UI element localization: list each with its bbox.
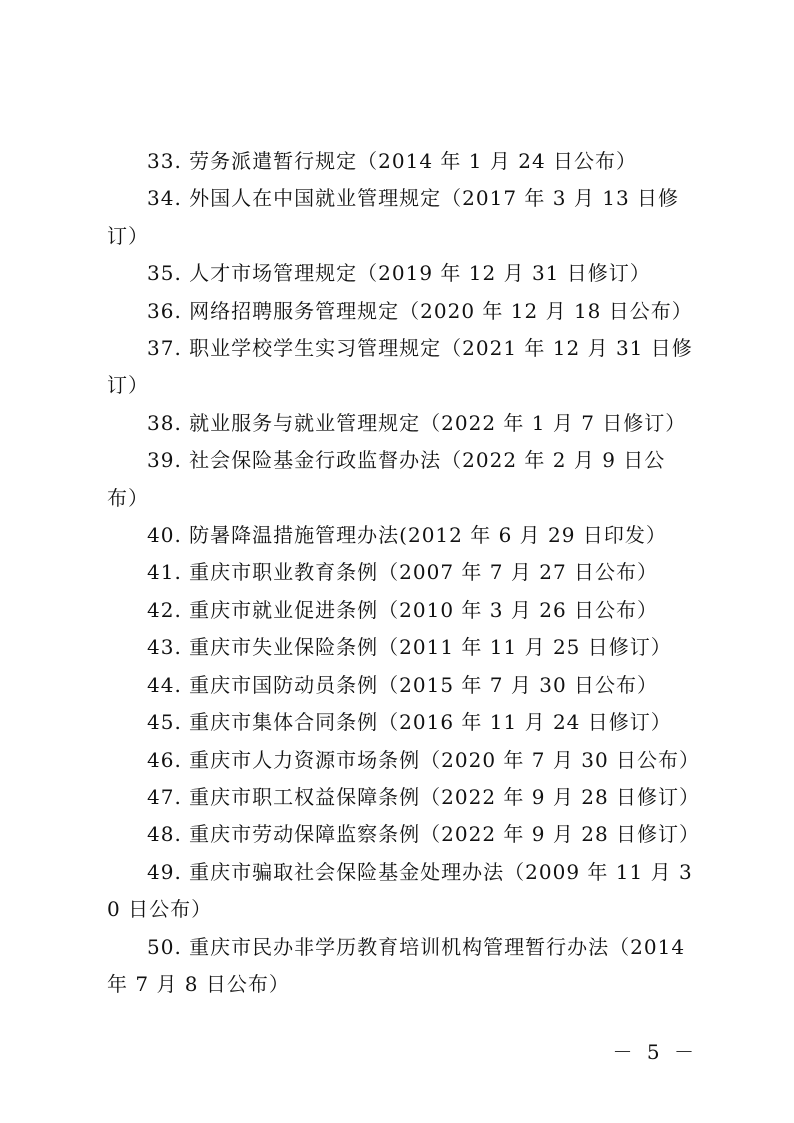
list-item: 43. 重庆市失业保险条例（2011 年 11 月 25 日修订） xyxy=(147,635,672,660)
list-item: 33. 劳务派遣暂行规定（2014 年 1 月 24 日公布） xyxy=(147,149,638,173)
list-item: 38. 就业服务与就业管理规定（2022 年 1 月 7 日修订） xyxy=(147,410,687,435)
list-item: 42. 重庆市就业促进条例（2010 年 3 月 26 日公布） xyxy=(147,597,659,622)
list-item: 44. 重庆市国防动员条例（2015 年 7 月 30 日公布） xyxy=(147,672,659,697)
list-item: 39. 社会保险基金行政监督办法（2022 年 2 月 9 日公布） xyxy=(107,448,666,510)
list-item: 46. 重庆市人力资源市场条例（2020 年 7 月 30 日公布） xyxy=(147,747,701,772)
page-number: － 5 － xyxy=(612,1040,698,1064)
list-item: 41. 重庆市职业教育条例（2007 年 7 月 27 日公布） xyxy=(147,560,659,585)
list-item: 48. 重庆市劳动保障监察条例（2022 年 9 月 28 日修订） xyxy=(147,822,701,847)
list-item: 36. 网络招聘服务管理规定（2020 年 12 月 18 日公布） xyxy=(147,298,693,323)
regulation-list xyxy=(107,143,701,1003)
list-item: 34. 外国人在中国就业管理规定（2017 年 3 月 13 日修订） xyxy=(107,186,680,248)
list-item: 37. 职业学校学生实习管理规定（2021 年 12 月 31 日修订） xyxy=(107,336,693,398)
list-item: 35. 人才市场管理规定（2019 年 12 月 31 日修订） xyxy=(147,261,651,286)
list-item: 47. 重庆市职工权益保障条例（2022 年 9 月 28 日修订） xyxy=(147,784,701,809)
list-item: 49. 重庆市骗取社会保险基金处理办法（2009 年 11 月 30 日公布） xyxy=(107,859,693,922)
list-item: 40. 防暑降温措施管理办法(2012 年 6 月 29 日印发） xyxy=(147,523,667,548)
list-item: 45. 重庆市集体合同条例（2016 年 11 月 24 日修订） xyxy=(147,710,672,735)
list-item: 50. 重庆市民办非学历教育培训机构管理暂行办法（2014 年 7 月 8 日公布） xyxy=(107,934,686,996)
